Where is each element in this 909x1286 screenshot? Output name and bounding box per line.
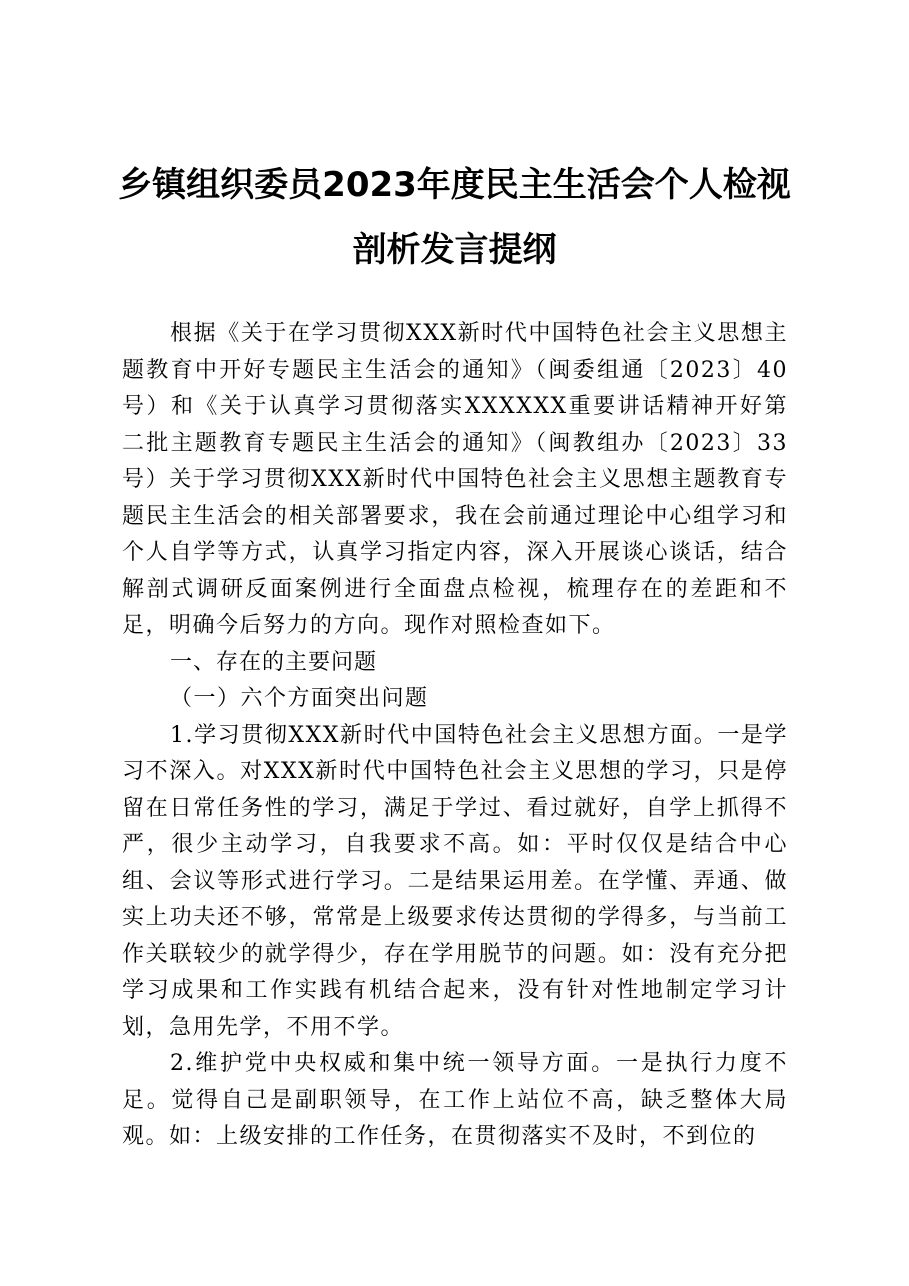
- subsection-heading: （一）六个方面突出问题: [170, 686, 429, 711]
- intro-paragraph: 根据《关于在学习贯彻XXX新时代中国特色社会主义思想主题教育中开好专题民主生活会的通知》（闽委组通〔2023〕40号）和《关于认真学习贯彻落实XXXXXX重要讲话精神开好第二批主题教育专题民主生活会的通知》（闽教组办〔2023〕33号）关于学习贯彻XXX新时代中国特色社会主义思想主题教育专题民主生活会的相关部署要求，我在会前通过理论中心组学习和个人自学等方式，认真学习指定内容，深入开展谈心谈话，结合解剖式调研反面案例进行全面盘点检视，梳理存在的差距和不足，明确今后努力的方向。现作对照检查如下。: [122, 321, 788, 638]
- item-paragraph-1: 1.学习贯彻XXX新时代中国特色社会主义思想方面。一是学习不深入。对XXX新时代中国特色社会主义思想的学习，只是停留在日常任务性的学习，满足于学过、看过就好，自学上抓得不严，很少主动学习，自我要求不高。如：平时仅仅是结合中心组、会议等形式进行学习。二是结果运用差。在学懂、弄通、做实上功夫还不够，常常是上级要求传达贯彻的学得多，与当前工作关联较少的就学得少，存在学用脱节的问题。如：没有充分把学习成果和工作实践有机结合起来，没有针对性地制定学习计划，急用先学，不用不学。: [122, 722, 788, 1040]
- section-heading: 一、存在的主要问题: [170, 649, 378, 675]
- document-title-line-1: 乡镇组织委员2023年度民主生活会个人检视: [118, 165, 791, 205]
- document-body: [122, 316, 788, 1156]
- document-title-line-2: 剖析发言提纲: [352, 230, 557, 270]
- item-paragraph-2: 2.维护党中央权威和集中统一领导方面。一是执行力度不足。觉得自己是副职领导，在工作上站位不高，缺乏整体大局观。如：上级安排的工作任务，在贯彻落实不及时，不到位的: [122, 1051, 788, 1149]
